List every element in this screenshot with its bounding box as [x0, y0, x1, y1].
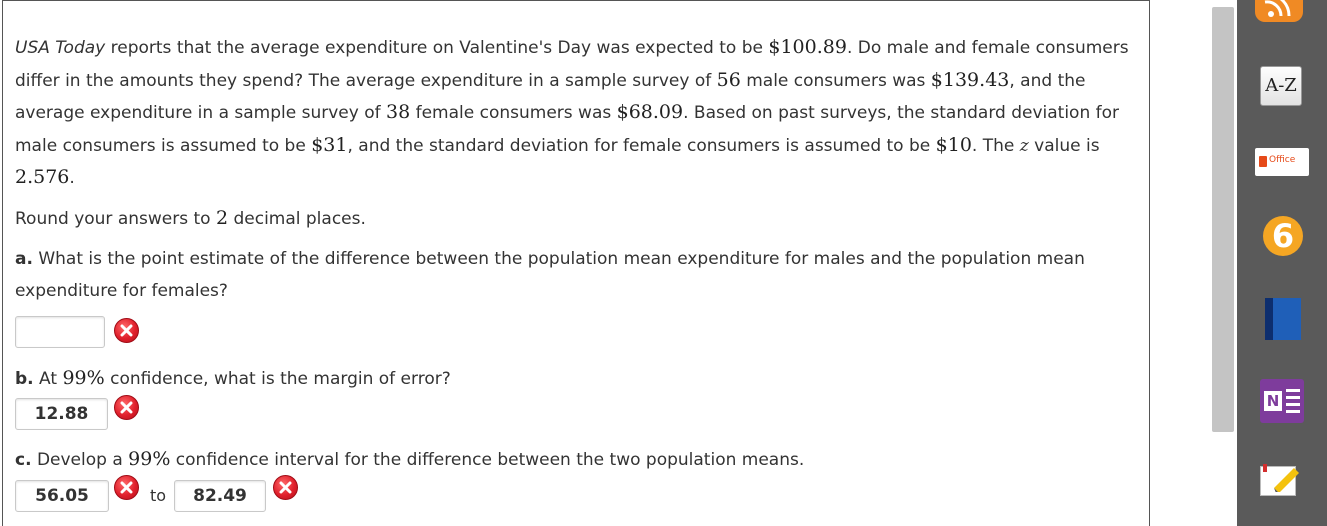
incorrect-icon [114, 318, 139, 343]
answer-input-c-upper[interactable]: 82.49 [174, 480, 266, 512]
source-name: USA Today [15, 38, 106, 58]
six-circle-icon[interactable]: 6 [1263, 216, 1303, 256]
answer-input-a[interactable] [15, 316, 105, 348]
answer-row-a [15, 314, 1145, 354]
answer-input-b[interactable]: 12.88 [15, 398, 108, 430]
question-panel [2, 0, 1150, 526]
question-c: c. Develop a 99% confidence interval for the difference between the two population means. [15, 447, 805, 470]
vertical-scrollbar[interactable] [1212, 7, 1234, 432]
answer-row-c [15, 476, 1145, 516]
answer-input-c-lower[interactable]: 56.05 [15, 480, 109, 512]
rounding-instruction: Round your answers to 2 decimal places. [15, 206, 366, 229]
side-toolbar [1237, 0, 1327, 526]
question-content [15, 32, 1145, 516]
incorrect-icon [114, 475, 139, 500]
book-icon[interactable] [1265, 298, 1301, 340]
interval-separator: to [150, 486, 167, 505]
office-icon[interactable]: Office [1255, 148, 1309, 176]
rss-icon[interactable] [1255, 0, 1303, 22]
a-z-icon[interactable]: A-Z [1260, 66, 1302, 106]
problem-statement: USA Today reports that the average expenditure on Valentine's Day was expected to be $100.89. Do male and female consumers differ in the amounts they spend? The average expenditure in a sample survey of 56 male consumers was $139.43, and the average expenditure in a sample survey of 38 female consumers was $68.09. Based on past surveys, the standard deviation for male consumers is assumed to be $31, and the standard deviation for female consumers is assumed to be $10. The z value is 2.576. [15, 36, 1129, 188]
onenote-icon[interactable]: N [1260, 379, 1304, 423]
question-b: b. At 99% confidence, what is the margin of error? [15, 367, 451, 389]
incorrect-icon [114, 395, 139, 420]
incorrect-icon [273, 475, 298, 500]
notes-icon[interactable] [1260, 462, 1302, 498]
answer-row-b [15, 396, 1145, 436]
question-a: a. What is the point estimate of the difference between the population mean expenditure for males and the population mean expenditure for females? [15, 249, 1085, 301]
